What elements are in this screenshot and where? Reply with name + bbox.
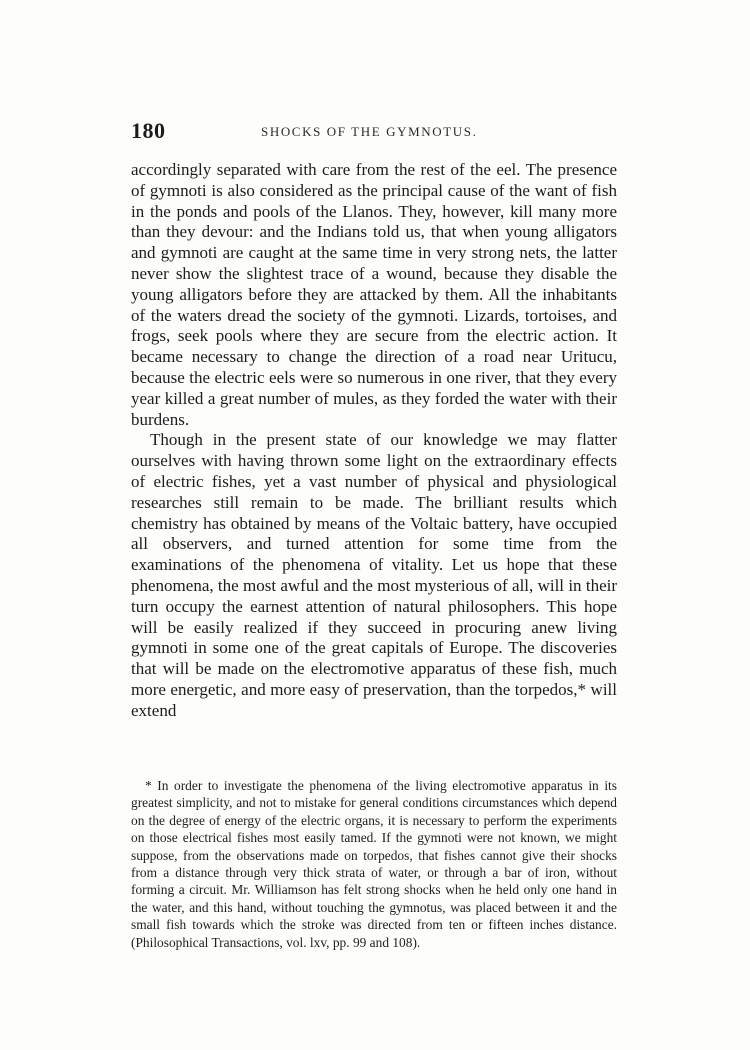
page-number: 180 (131, 118, 166, 143)
running-title: SHOCKS OF THE GYMNOTUS. (261, 124, 478, 139)
paragraph: Though in the present state of our knowledge we may flatter ourselves with having thrown some light on the extraordinary effects of electric fishes, yet a vast number of physical and physiological researches still remain to be made. The brilliant results which chemistry has obtained by means of the Voltaic battery, have occupied all observers, and turned attention for some time from the examinations of the phenomena of vitality. Let us hope that these phenomena, the most awful and the most mysterious of all, will in their turn occupy the earnest attention of natural philosophers. This hope will be easily realized if they succeed in procuring anew living gymnoti in some one of the great capitals of Europe. The discoveries that will be made on the electromotive apparatus of these fish, much more energetic, and more easy of preservation, than the torpedos,* will extend (131, 430, 617, 720)
footnote-text: * In order to investigate the phenomena of the living electromotive apparatus in its greatest simplicity, and not to mistake for general conditions circumstances which depend on the degree of energy of the electric organs, it is necessary to perform the experiments on those electrical fishes most easily tamed. If the gymnoti were not known, we might suppose, from the observations made on torpedos, that fishes cannot give their shocks from a distance through very thick strata of water, or through a bar of iron, without forming a circuit. Mr. Williamson has felt strong shocks when he held only one hand in the water, and this hand, without touching the gymnotus, was placed between it and the small fish towards which the stroke was directed from ten or fifteen inches distance. (Philosophical Transactions, vol. lxv, pp. 99 and 108). (131, 778, 617, 950)
footnote (131, 777, 617, 951)
paragraph-continued: accordingly separated with care from the rest of the eel. The presence of gymnoti is also considered as the principal cause of the want of fish in the ponds and pools of the Llanos. They, however, kill many more than they devour: and the Indians told us, that when young alligators and gymnoti are caught at the same time in very strong nets, the latter never show the slightest trace of a wound, because they disable the young alligators before they are attacked by them. All the inhabitants of the waters dread the society of the gymnoti. Lizards, tortoises, and frogs, seek pools where they are secure from the electric action. It became necessary to change the direction of a road near Uritucu, because the electric eels were so numerous in one river, that they every year killed a great number of mules, as they forded the water with their burdens. (131, 160, 617, 429)
running-head (131, 118, 621, 148)
body-text (131, 160, 617, 722)
